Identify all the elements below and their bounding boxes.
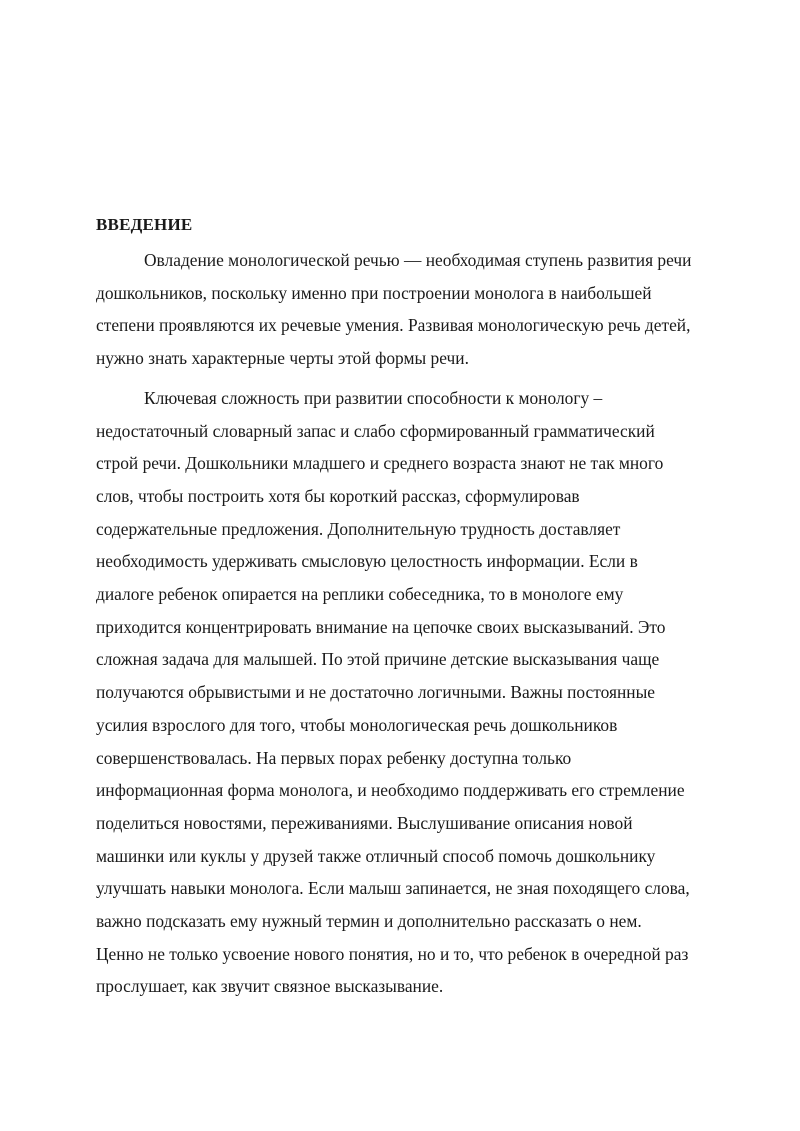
- paragraph-line: приходится концентрировать внимание на цепочке своих высказываний. Это: [96, 616, 666, 637]
- paragraph-line: прослушает, как звучит связное высказывание.: [96, 976, 444, 997]
- paragraph-line: строй речи. Дошкольники младшего и среднего возраста знают не так много: [96, 453, 664, 474]
- paragraph-line: сложная задача для малышей. По этой причине детские высказывания чаще: [96, 649, 660, 670]
- paragraph-line: Ключевая сложность при развитии способности к монологу –: [144, 387, 603, 408]
- paragraph-line: важно подсказать ему нужный термин и дополнительно рассказать о нем.: [96, 911, 642, 932]
- paragraph-line: диалоге ребенок опирается на реплики собеседника, то в монологе ему: [96, 584, 624, 605]
- paragraph-line: Ценно не только усвоение нового понятия, но и то, что ребенок в очередной раз: [96, 943, 689, 964]
- paragraph-line: степени проявляются их речевые умения. Развивая монологическую речь детей,: [96, 315, 691, 336]
- document-body: [96, 212, 746, 1003]
- paragraph-line: улучшать навыки монолога. Если малыш запинается, не зная походящего слова,: [96, 878, 690, 899]
- paragraph-line: машинки или куклы у друзей также отличный способ помочь дошкольнику: [96, 845, 656, 866]
- paragraph-line: поделиться новостями, переживаниями. Выслушивание описания новой: [96, 812, 633, 833]
- paragraph-line: нужно знать характерные черты этой формы речи.: [96, 348, 469, 369]
- paragraph-line: необходимость удерживать смысловую целостность информации. Если в: [96, 551, 638, 572]
- paragraph-line: содержательные предложения. Дополнительную трудность доставляет: [96, 518, 621, 539]
- paragraph-2: [96, 382, 746, 1003]
- paragraph-line: Овладение монологической речью — необходимая ступень развития речи: [144, 250, 692, 270]
- paragraph-1: [96, 244, 746, 375]
- paragraph-line: совершенствовалась. На первых порах ребенку доступна только: [96, 747, 572, 768]
- paragraph-line: недостаточный словарный запас и слабо сформированный грамматический: [96, 420, 655, 441]
- paragraph-line: информационная форма монолога, и необходимо поддерживать его стремление: [96, 780, 685, 801]
- paragraph-line: усилия взрослого для того, чтобы монологическая речь дошкольников: [96, 714, 618, 735]
- paragraph-line: дошкольников, поскольку именно при построении монолога в наибольшей: [96, 282, 652, 303]
- paragraph-line: слов, чтобы построить хотя бы короткий рассказ, сформулировав: [96, 485, 580, 506]
- paragraph-line: получаются обрывистыми и не достаточно логичными. Важны постоянные: [96, 682, 656, 703]
- section-heading: ВВЕДЕНИЕ: [96, 215, 193, 234]
